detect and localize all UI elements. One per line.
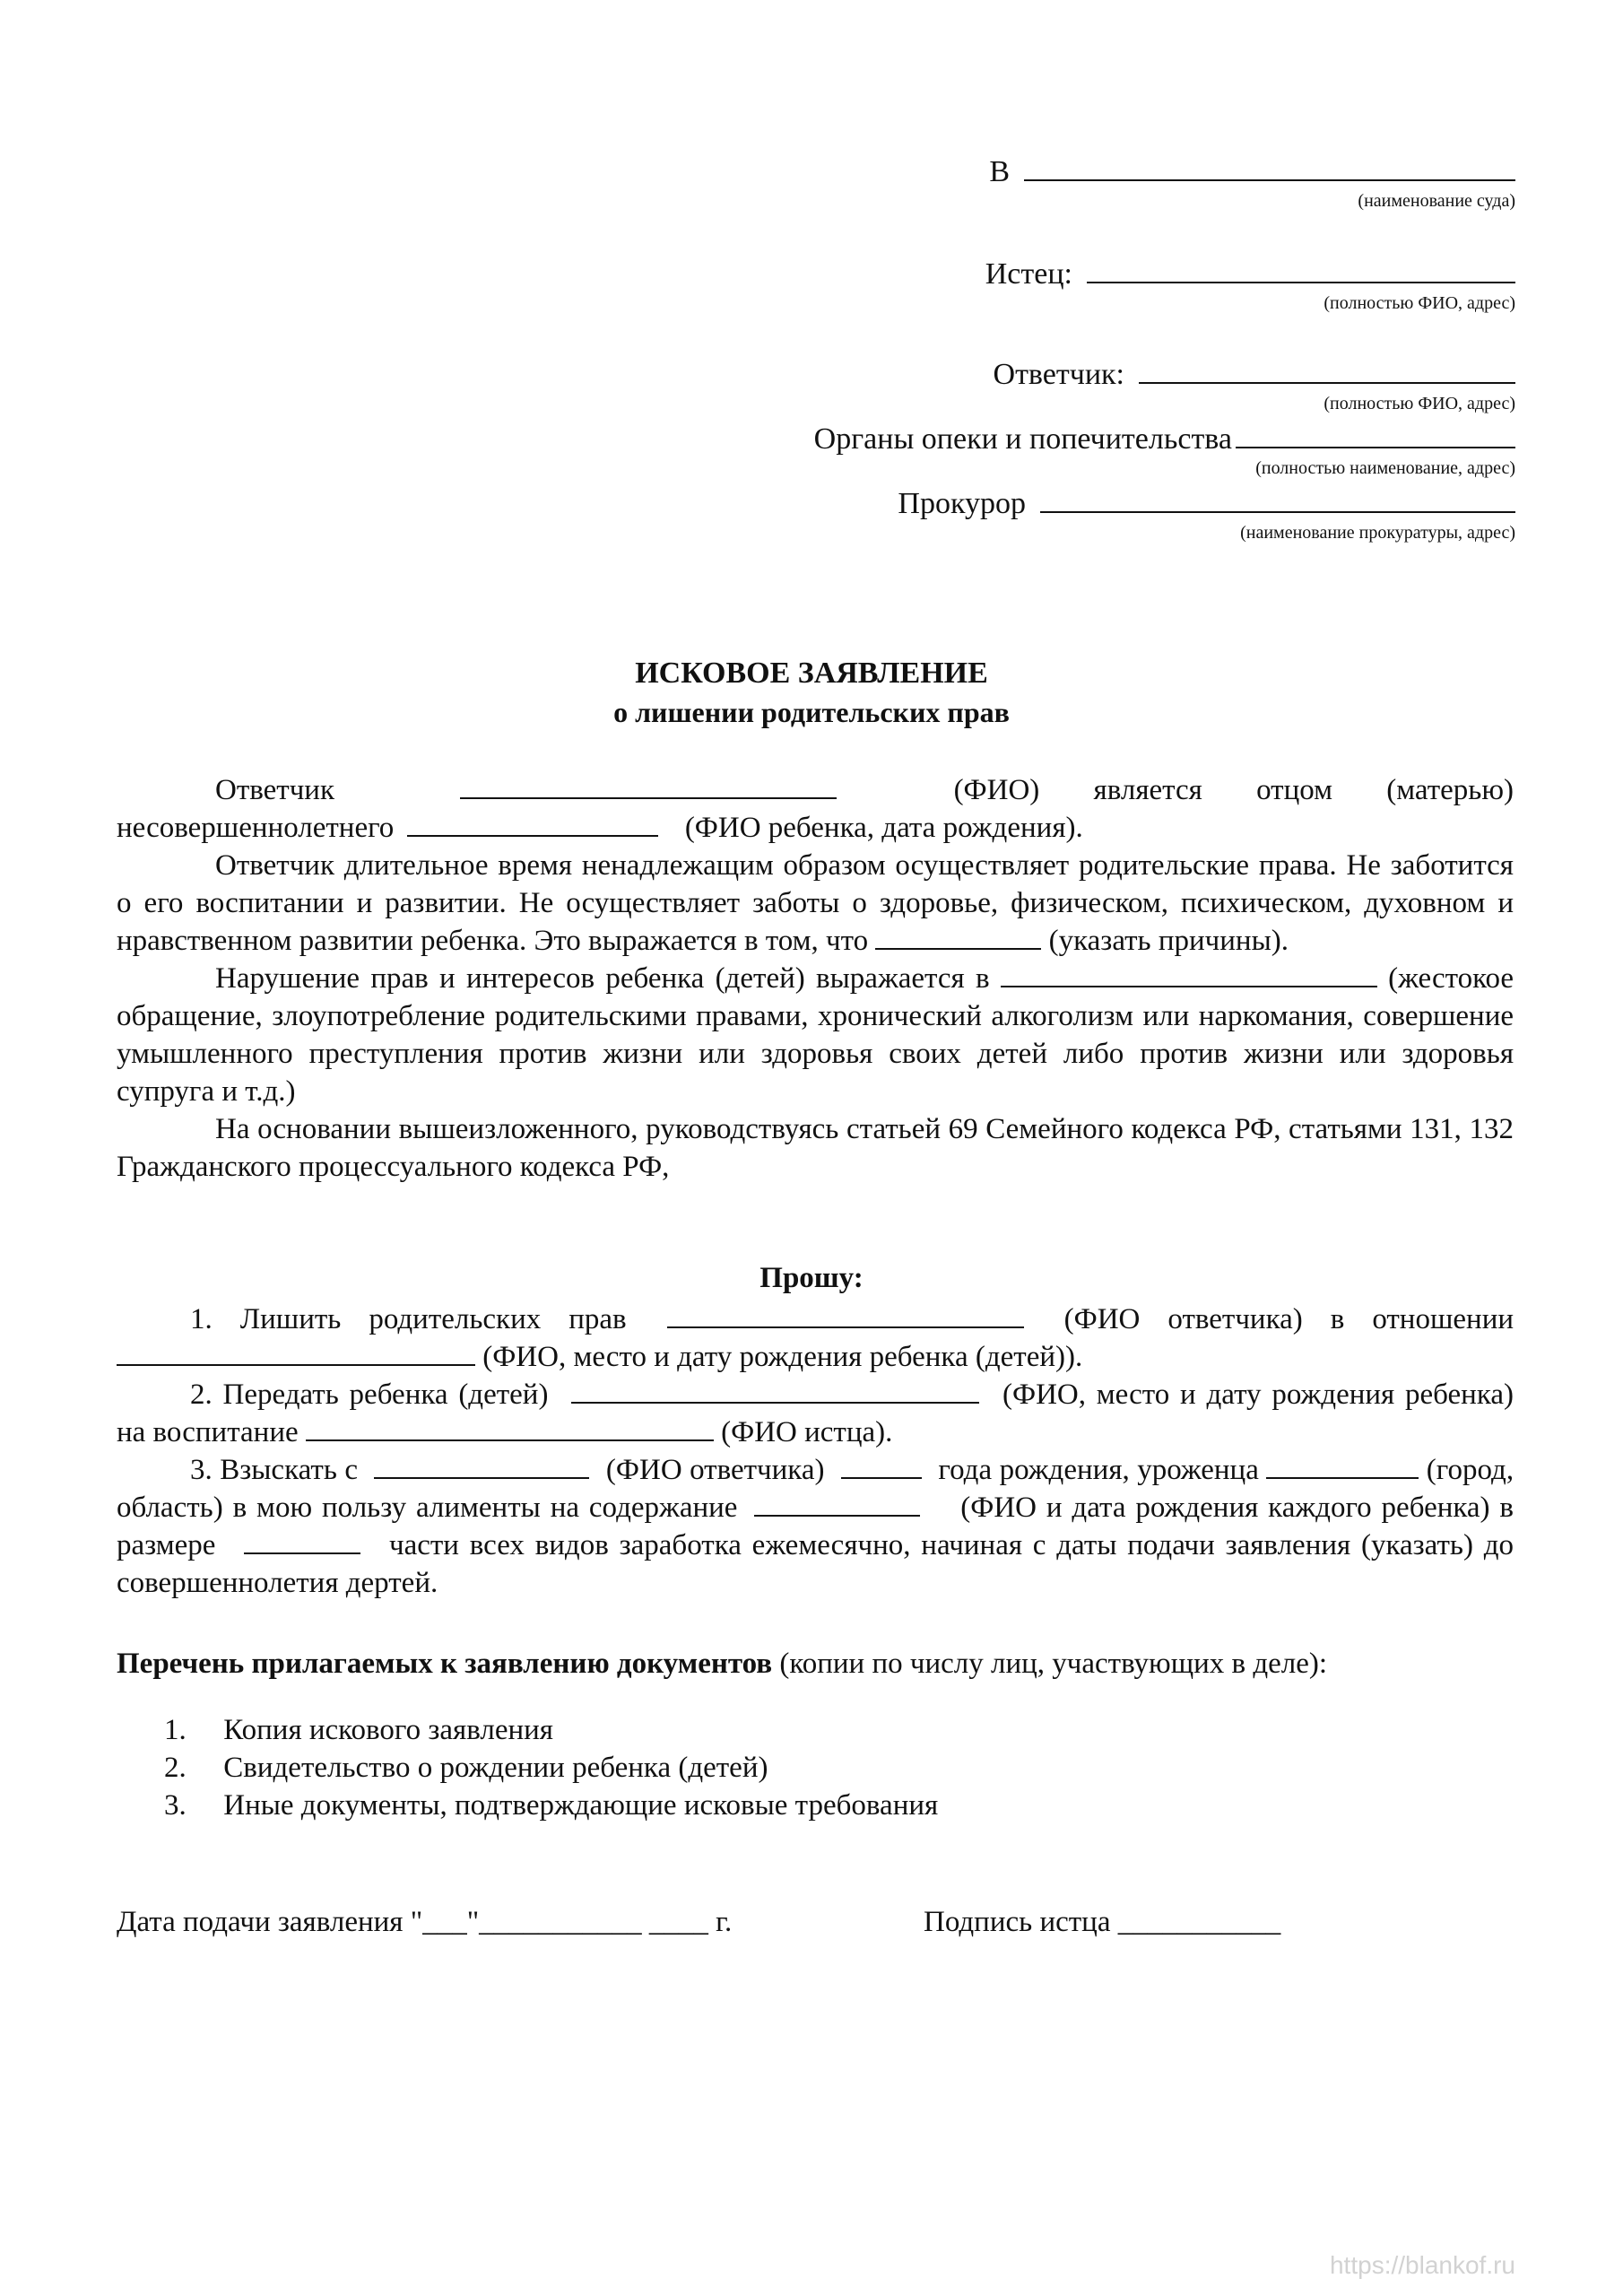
guardianship-caption: (полностью наименование, адрес) xyxy=(1255,458,1515,478)
p1-text-b: (ФИО) является отцом (матерью) несовершеннолетнего xyxy=(117,774,1514,844)
p1-blank-child xyxy=(407,812,658,837)
r3-blank-defendant xyxy=(374,1454,589,1479)
p3-text-a: Нарушение прав и интересов ребенка (детей) выражается в xyxy=(215,962,990,995)
r2-blank-child xyxy=(571,1378,979,1404)
attachment-number: 3. xyxy=(164,1789,187,1822)
plaintiff-label: Истец: xyxy=(985,257,1072,291)
r3-text-c: года рождения, уроженца xyxy=(938,1454,1259,1486)
defendant-blank xyxy=(1139,359,1515,384)
defendant-caption: (полностью ФИО, адрес) xyxy=(1324,394,1515,413)
filing-date: Дата подачи заявления "___"___________ ____ г. xyxy=(117,1906,733,1938)
r2-text-a: 2. Передать ребенка (детей) xyxy=(190,1378,549,1411)
attachment-number: 1. xyxy=(164,1714,187,1746)
r2-text-c: (ФИО истца). xyxy=(721,1416,893,1448)
plaintiff-caption: (полностью ФИО, адрес) xyxy=(1324,293,1515,313)
r1-blank-child xyxy=(117,1341,475,1366)
defendant-field xyxy=(994,357,1515,414)
r3-text-b: (ФИО ответчика) xyxy=(605,1454,825,1486)
p2-blank-reason xyxy=(875,925,1041,950)
attachment-text: Свидетельство о рождении ребенка (детей) xyxy=(223,1752,768,1784)
p2-text-a: Ответчик длительное время ненадлежащим образом осуществляет родительские права. Не заботится о его воспитании и развитии. Не осуществляет заботы о здоровье, физическом, психическом, духовном и нравственном развитии ребенка. Это выражается в том, что xyxy=(117,849,1514,957)
attachments-list xyxy=(164,1711,938,1824)
plaintiff-blank xyxy=(1087,258,1515,283)
request-list xyxy=(117,1300,1514,1602)
p1-text-a: Ответчик xyxy=(215,774,334,806)
plaintiff-signature: Подпись истца ___________ xyxy=(924,1906,1281,1938)
p1-text-c: (ФИО ребенка, дата рождения). xyxy=(684,812,1083,844)
attachment-text: Иные документы, подтверждающие исковые требования xyxy=(223,1789,939,1822)
attachment-item xyxy=(164,1711,938,1749)
r3-blank-birthplace xyxy=(1266,1454,1419,1479)
p3-blank-violation xyxy=(1001,962,1377,987)
r1-blank-defendant xyxy=(667,1303,1024,1328)
r1-text-a: 1. Лишить родительских прав xyxy=(190,1303,627,1335)
prosecutor-label: Прокурор xyxy=(898,487,1026,520)
document-subtitle: о лишении родительских прав xyxy=(613,696,1010,728)
court-caption: (наименование суда) xyxy=(1358,191,1515,211)
r3-text-e: (ФИО и дата рождения каждого ребенка) в размере xyxy=(117,1492,1515,1561)
attachment-text: Копия искового заявления xyxy=(223,1714,553,1746)
r3-blank-children xyxy=(754,1492,920,1517)
p3-text-b: (жестокое обращение, злоупотребление родительскими правами, хронический алкоголизм или наркомания, совершение умышленного преступления против жизни или здоровья своих детей либо против жизни или здоровья супруга и т.д.) xyxy=(117,962,1515,1108)
guardianship-blank xyxy=(1236,423,1515,448)
r2-blank-plaintiff xyxy=(306,1416,714,1441)
prosecutor-field xyxy=(898,486,1515,544)
plaintiff-field xyxy=(985,257,1515,314)
r1-text-c: (ФИО, место и дату рождения ребенка (детей)). xyxy=(482,1341,1083,1373)
court-field xyxy=(989,154,1515,212)
statement-body xyxy=(117,771,1514,1186)
court-blank xyxy=(1024,156,1515,181)
prosecutor-blank xyxy=(1040,488,1515,513)
document-title: ИСКОВОЕ ЗАЯВЛЕНИЕ xyxy=(635,657,988,690)
p1-blank-fio xyxy=(460,774,837,799)
request-item-3 xyxy=(117,1451,1514,1602)
request-item-2 xyxy=(117,1376,1514,1451)
guardianship-label: Органы опеки и попечительства xyxy=(813,422,1232,456)
r3-text-f: части всех видов заработка ежемесячно, начиная с даты подачи заявления (указать) до совершеннолетия дертей. xyxy=(117,1529,1515,1599)
paragraph-1 xyxy=(117,771,1514,847)
watermark: https://blankof.ru xyxy=(1329,2251,1515,2279)
request-heading: Прошу: xyxy=(759,1262,864,1294)
court-prefix: В xyxy=(989,155,1010,188)
r3-text-d: (город, область) в мою пользу алименты на содержание xyxy=(117,1454,1515,1524)
r3-blank-year xyxy=(841,1454,922,1479)
attachment-item xyxy=(164,1787,938,1824)
defendant-label: Ответчик: xyxy=(993,358,1124,391)
prosecutor-caption: (наименование прокуратуры, адрес) xyxy=(1240,523,1515,543)
attachments-title-rest: (копии по числу лиц, участвующих в деле): xyxy=(772,1648,1328,1680)
r3-blank-share xyxy=(244,1529,360,1554)
attachment-item xyxy=(164,1749,938,1787)
attachments-title-bold: Перечень прилагаемых к заявлению документов xyxy=(117,1648,773,1680)
paragraph-2 xyxy=(117,847,1514,960)
r3-text-a: 3. Взыскать с xyxy=(190,1454,358,1486)
request-item-1 xyxy=(117,1300,1514,1376)
attachment-number: 2. xyxy=(164,1752,187,1784)
guardianship-field xyxy=(814,422,1515,479)
paragraph-3 xyxy=(117,960,1514,1110)
attachments-title xyxy=(117,1648,1327,1681)
r1-text-b: (ФИО ответчика) в отношении xyxy=(1063,1303,1515,1335)
paragraph-4: На основании вышеизложенного, руководствуясь статьей 69 Семейного кодекса РФ, статьями 131, 132 Гражданского процессуального кодекса РФ, xyxy=(117,1113,1514,1183)
r2-text-b: (ФИО, место и дату рождения ребенка) на воспитание xyxy=(117,1378,1514,1448)
p2-text-b: (указать причины). xyxy=(1048,925,1289,957)
